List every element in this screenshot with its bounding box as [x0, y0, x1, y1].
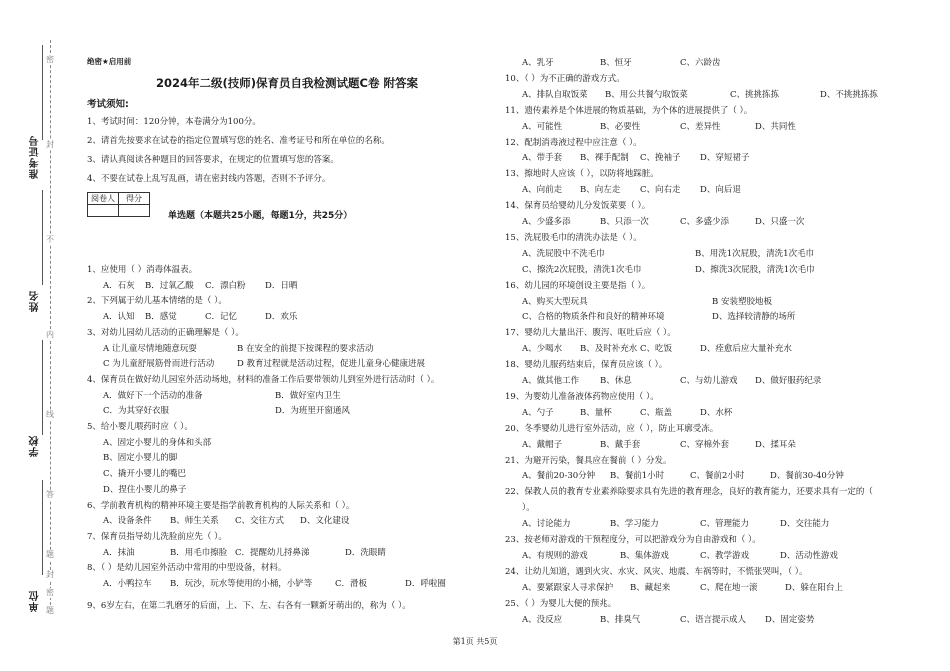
answer-option: B．做好室内卫生 [275, 390, 341, 401]
cut-mark: 题 [46, 606, 54, 615]
answer-option: B、必要性 [600, 121, 641, 132]
question-text: 15、洗屁股毛巾的清洗办法是（ ）。 [505, 232, 642, 243]
question-text: 20、冬季婴幼儿进行室外活动，应（ ），防止耳廓受冻。 [505, 423, 719, 434]
answer-option: C、教学游戏 [700, 550, 750, 561]
answer-option: B．感觉 [145, 312, 177, 323]
answer-option: C、与幼儿游戏 [680, 376, 738, 386]
name-line [42, 480, 43, 575]
answer-option: B、师生关系 [170, 516, 219, 527]
question-text: 6、学前教育机构的精神环境主要是指学前教育机构的人际关系和（ ）。 [87, 500, 355, 511]
answer-option: A、讨论能力 [522, 519, 571, 530]
answer-option: B、餐前1小时 [610, 471, 665, 482]
page-title: 2024年二级(技师)保育员自我检测试题C卷 附答案 [156, 76, 418, 90]
answer-option: D．洗眼睛 [345, 547, 386, 558]
answer-option: D、固定姿势 [765, 614, 815, 625]
answer-option: A、少盛多添 [522, 217, 571, 227]
answer-option: A、餐前20-30分钟 [522, 471, 596, 482]
answer-option: C、语言提示成人 [680, 614, 747, 625]
cut-mark: 不 [46, 235, 54, 244]
school-label: 学校 [30, 435, 41, 457]
exam-id-label: 准考证号 [30, 135, 41, 179]
cut-mark: 密 [46, 588, 54, 597]
question-text: 13、擦地时人应该（ ），以防将地踩脏。 [505, 169, 659, 180]
answer-option: B、学习能力 [610, 519, 659, 530]
answer-option: D、水杯 [700, 407, 733, 418]
answer-option: D、穿短裙子 [700, 153, 750, 164]
cut-mark: 密 [46, 55, 54, 64]
answer-option: D、文化建设 [300, 516, 350, 527]
notice-list [87, 113, 487, 189]
answer-option: C、餐前2小时 [690, 471, 745, 482]
answer-option: C．滑板 [335, 579, 368, 589]
answer-option: B、藏起来 [630, 582, 671, 593]
answer-option: A、乳牙 [522, 58, 554, 68]
answer-option: D、只盛一次 [755, 217, 805, 227]
notice-item: 4、不要在试卷上乱写乱画，请在密封线内答题，否则不予评分。 [87, 174, 331, 184]
answer-option: C、擦洗2次屁股，清洗1次毛巾 [522, 264, 642, 275]
answer-option: B．用毛巾擦脸 [170, 547, 228, 558]
answer-option: A、固定小婴儿的身体和头部 [103, 437, 212, 448]
seal-line [50, 40, 51, 610]
answer-option: A．石灰 [103, 280, 135, 291]
secret-mark: 绝密★启用前 [87, 57, 132, 66]
answer-option: A、没反应 [522, 614, 563, 625]
answer-option: C、六龄齿 [680, 58, 721, 68]
answer-option: B、恒牙 [600, 58, 632, 68]
answer-option: C．记忆 [205, 312, 238, 323]
answer-option: A、洗屁股中不洗毛巾 [522, 248, 605, 259]
answer-option: B 安装塑胶地板 [712, 296, 772, 307]
answer-option: A、戴帽子 [522, 439, 563, 450]
answer-option: D、活动性游戏 [780, 550, 838, 561]
answer-option: B、向左走 [580, 185, 621, 196]
page-footer: 第1页 共5页 [452, 637, 498, 646]
question-text: 2、下列属于幼儿基本情绪的是（ ）。 [87, 296, 227, 307]
answer-option: D．呼啦圈 [405, 579, 446, 589]
answer-option: B、用公共餐勺取饭菜 [605, 89, 688, 100]
answer-option: D、餐前30-40分钟 [770, 471, 844, 482]
answer-option: C．提醒幼儿捋鼻涕 [235, 547, 310, 558]
answer-option: D、向后退 [700, 185, 741, 196]
score-box [87, 192, 150, 217]
cut-mark: 封 [46, 570, 54, 579]
answer-option: A．认知 [103, 312, 135, 323]
answer-option: C、向右走 [640, 185, 681, 196]
name-line [42, 190, 43, 285]
grader-cell[interactable] [88, 205, 119, 217]
question-text: 24、让幼儿知道，遇到火灾、水灾、风灾、地震、车祸等时，不慌张哭叫，（ ）。 [505, 566, 808, 577]
question-text: 23、按老师对游戏的干预程度分，可以把游戏分为自由游戏和（ ）。 [505, 535, 761, 545]
unit-label: 单位 [30, 590, 41, 612]
answer-option: B、集体游戏 [620, 550, 669, 561]
name-line [42, 340, 43, 435]
score-cell[interactable] [119, 205, 150, 217]
question-text: 17、婴幼儿大量出汗、腹泻、呕吐后应（ ）。 [505, 328, 676, 339]
answer-option: B、戴手套 [600, 439, 641, 450]
answer-option: D、躲在阳台上 [785, 582, 843, 593]
answer-option: D、选择较清静的场所 [712, 312, 796, 323]
answer-option: B、量杯 [580, 407, 612, 418]
notice-item: 2、请首先按要求在试卷的指定位置填写您的姓名、准考证号和所在单位的名称。 [87, 136, 390, 146]
question-text: 10、（ ）为不正确的游戏方式。 [505, 73, 625, 84]
answer-option: D、不挑挑拣拣 [820, 89, 878, 100]
cut-mark: 答 [46, 490, 54, 499]
answer-option: C、吃饭 [640, 344, 673, 355]
binding-margin [0, 40, 60, 640]
question-text: 4、保育员在做好幼儿园室外活动场地，材料的准备工作后要带领幼儿到室外进行活动时（ ）。 [87, 374, 440, 385]
answer-option: A．抹油 [103, 547, 135, 558]
answer-option: C、瓶盖 [640, 407, 673, 418]
question-text: 1、应使用（ ）消毒体温表。 [87, 265, 198, 275]
answer-option: B、固定小婴儿的脚 [103, 453, 178, 464]
answer-option: B、裸手配制 [580, 153, 629, 164]
answer-option: A、排队自取饭菜 [522, 89, 588, 100]
question-text: 14、保育员给婴幼儿分发饭菜要（ ）。 [505, 201, 651, 212]
answer-option: D、共同性 [755, 121, 796, 132]
cut-mark: 封 [46, 140, 54, 149]
answer-option: A、勺子 [522, 407, 554, 418]
score-label: 得分 [119, 193, 150, 205]
notice-heading: 考试须知: [87, 99, 129, 110]
answer-option: B、休息 [600, 376, 632, 386]
answer-option: D、交往能力 [780, 519, 830, 530]
answer-option: C、挽袖子 [640, 153, 681, 164]
question-text: 22、保教人员的教育专业素养除要求具有先进的教育理念，良好的教育能力，还要求具有一定的（ [505, 487, 873, 498]
question-text: 18、婴幼儿服药结束后，保育员应该（ ）。 [505, 360, 668, 371]
grader-label: 阅卷人 [88, 193, 119, 205]
answer-option: A、有规则的游戏 [522, 550, 588, 561]
name-label: 姓名 [30, 290, 41, 312]
answer-option: A、购买大型玩具 [522, 296, 588, 307]
question-text: 5、给小婴儿喂药时应（ ）。 [87, 422, 193, 432]
answer-option: A．做好下一个活动的准备 [103, 390, 203, 401]
answer-option: C、撬开小婴儿的嘴巴 [103, 469, 187, 480]
question-text: 8、（ ）是幼儿园室外活动中常用的中型设备，材料。 [87, 563, 287, 574]
answer-option: B．过氧乙酸 [145, 280, 194, 291]
answer-option: C、差异性 [680, 121, 721, 132]
name-line [42, 45, 43, 140]
answer-option: C．为其穿好衣服 [103, 406, 170, 417]
answer-option: B、用洗1次屁股，清洗1次毛巾 [695, 248, 815, 259]
section-heading: 单选题（本题共25小题，每题1分，共25分） [168, 211, 353, 221]
question-text: 12、配制消毒液过程中应注意（ ）。 [505, 137, 642, 148]
answer-option: D、做好服药纪录 [755, 376, 822, 386]
answer-option: B、只添一次 [600, 217, 649, 227]
answer-option: C．漂白粉 [205, 280, 246, 291]
answer-option: B．玩沙，玩水等使用的小桶，小铲等 [170, 579, 313, 589]
notice-item: 3、请认真阅读各种题目的回答要求，在规定的位置填写您的答案。 [87, 155, 339, 165]
answer-option: C、合格的物质条件和良好的精神环境 [522, 312, 665, 323]
answer-option: C、多盛少添 [680, 217, 730, 227]
cut-mark: 线 [46, 410, 54, 419]
answer-option: D．为班里开窗通风 [275, 406, 350, 417]
answer-option: C、穿棉外套 [680, 439, 730, 450]
answer-option: A．小鸭拉车 [103, 579, 152, 589]
question-text: 16、幼儿园的环境创设主要是指（ ）。 [505, 280, 651, 291]
answer-option: D．日晒 [265, 280, 298, 291]
question-text: 21、为避开污染，餐具应在餐前（ ）分发。 [505, 455, 672, 466]
answer-option: B、及时补充水 [580, 344, 638, 355]
answer-option: A、做其他工作 [522, 376, 580, 386]
question-text: ）。 [522, 503, 535, 514]
answer-option: D 教育过程就是活动过程，促进儿童身心健康进展 [237, 359, 426, 370]
answer-option: A、设备条件 [103, 516, 152, 527]
question-text: 25、（ ）为婴儿大便的预兆。 [505, 598, 617, 609]
question-text: 3、对幼儿园幼儿活动的正确理解是（ ）。 [87, 327, 244, 338]
question-text: 9、6岁左右，在第二乳磨牙的后面，上、下、左、右各有一颗新牙萌出的，称为（ ）。 [87, 600, 411, 611]
answer-option: C、交往方式 [235, 516, 285, 527]
question-text: 19、为婴幼儿准备液体药物应使用（ ）。 [505, 391, 659, 402]
answer-option: B 在安全的前提下按课程的要求活动 [237, 343, 374, 354]
notice-item: 1、考试时间：120分钟，本卷满分为100分。 [87, 117, 261, 127]
question-text: 7、保育员指导幼儿洗脸前应先（ ）。 [87, 531, 227, 542]
answer-option: C、管理能力 [700, 519, 750, 530]
answer-option: A、带手套 [522, 153, 563, 164]
answer-option: C、爬在地一滚 [700, 582, 758, 593]
answer-option: C 为儿童舒展筋骨而进行活动 [103, 359, 215, 370]
answer-option: D、擦洗3次屁股，清洗1次毛巾 [695, 264, 815, 275]
answer-option: D、揉耳朵 [755, 439, 796, 450]
cut-mark: 内 [46, 330, 54, 339]
question-text: 11、遗传素养是个体进展的物质基础，为个体的进展提供了（ ）。 [505, 105, 753, 116]
answer-option: A、向前走 [522, 185, 563, 196]
answer-option: D、痊愈后应大量补充水 [700, 344, 792, 355]
answer-option: A、要紧跟家人寻求保护 [522, 582, 614, 593]
answer-option: B、排臭气 [600, 614, 641, 625]
answer-option: D．欢乐 [265, 312, 298, 323]
cut-mark: 题 [46, 550, 54, 559]
answer-option: A 让儿童尽情地随意玩耍 [103, 343, 197, 354]
answer-option: C、挑挑拣拣 [730, 89, 780, 100]
answer-option: A、可能性 [522, 121, 563, 132]
answer-option: A、少喝水 [522, 344, 563, 355]
answer-option: D、捏住小婴儿的鼻子 [103, 484, 187, 495]
